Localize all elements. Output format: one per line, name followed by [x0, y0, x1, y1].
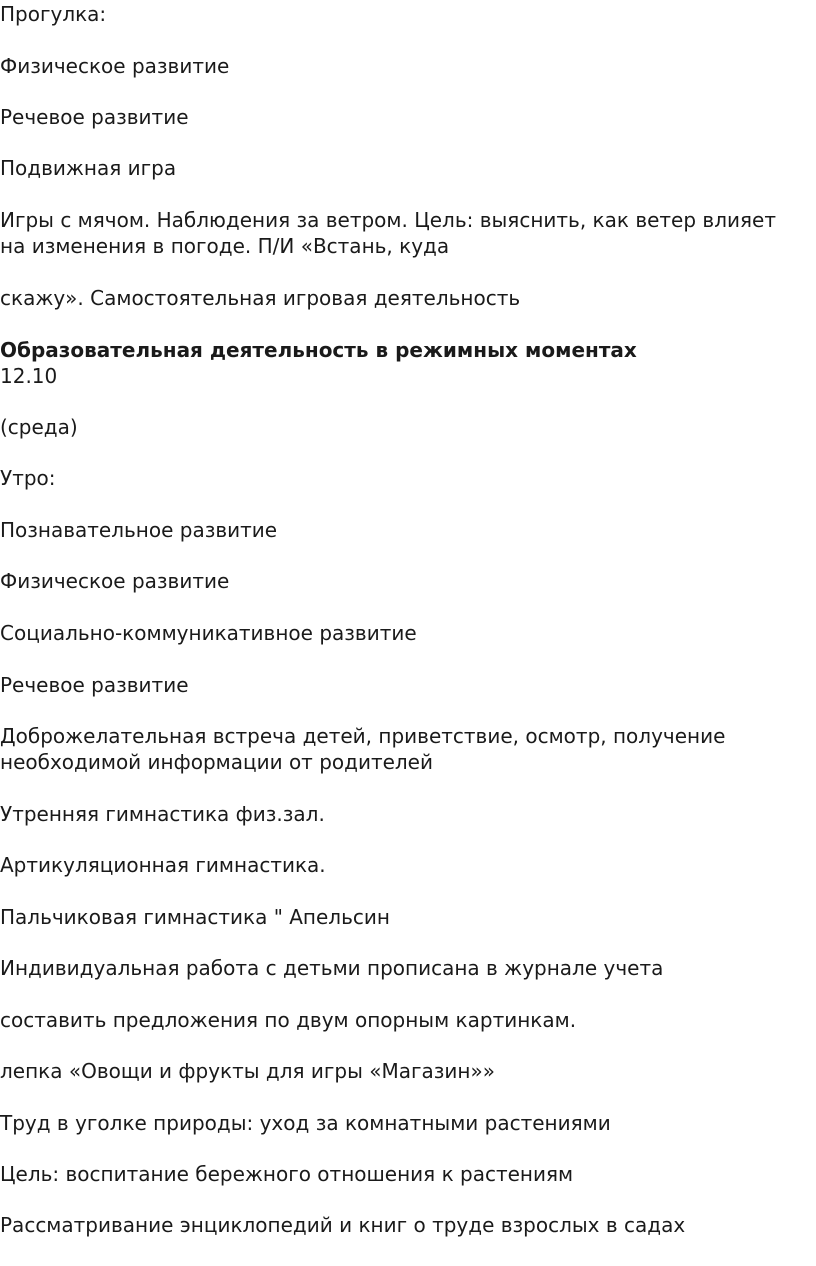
text-line: Утро: [0, 466, 56, 490]
text-line: Физическое развитие [0, 569, 230, 593]
text-line: Доброжелательная встреча детей, приветствие, осмотр, получение [0, 724, 726, 748]
text-line: необходимой информации от родителей [0, 750, 433, 774]
text-line: Индивидуальная работа с детьми прописана в журнале учета [0, 956, 664, 980]
text-line: Социально-коммуникативное развитие [0, 621, 417, 645]
text-line: Игры с мячом. Наблюдения за ветром. Цель: выяснить, как ветер влияет [0, 208, 776, 232]
text-line: скажу». Самостоятельная игровая деятельность [0, 286, 521, 310]
text-line: Физическое развитие [0, 54, 230, 78]
text-line: на изменения в погоде. П/И «Встань, куда [0, 234, 450, 258]
text-line: Речевое развитие [0, 673, 189, 697]
text-line: Прогулка: [0, 2, 107, 26]
text-line: Пальчиковая гимнастика " Апельсин [0, 905, 390, 929]
date-line: 12.10 [0, 364, 58, 388]
text-line: составить предложения по двум опорным картинкам. [0, 1008, 577, 1032]
text-line: Подвижная игра [0, 156, 177, 180]
text-line: Утренняя гимнастика физ.зал. [0, 802, 325, 826]
section-heading: Образовательная деятельность в режимных моментах [0, 338, 637, 362]
weekday-line: (среда) [0, 415, 78, 439]
text-line: лепка «Овощи и фрукты для игры «Магазин»» [0, 1059, 495, 1083]
text-line: Труд в уголке природы: уход за комнатными растениями [0, 1111, 611, 1135]
text-line: Познавательное развитие [0, 518, 278, 542]
text-line: Цель: воспитание бережного отношения к растениям [0, 1162, 574, 1186]
text-line: Рассматривание энциклопедий и книг о труде взрослых в садах [0, 1213, 686, 1237]
text-line: Речевое развитие [0, 105, 189, 129]
text-line: Артикуляционная гимнастика. [0, 853, 326, 877]
